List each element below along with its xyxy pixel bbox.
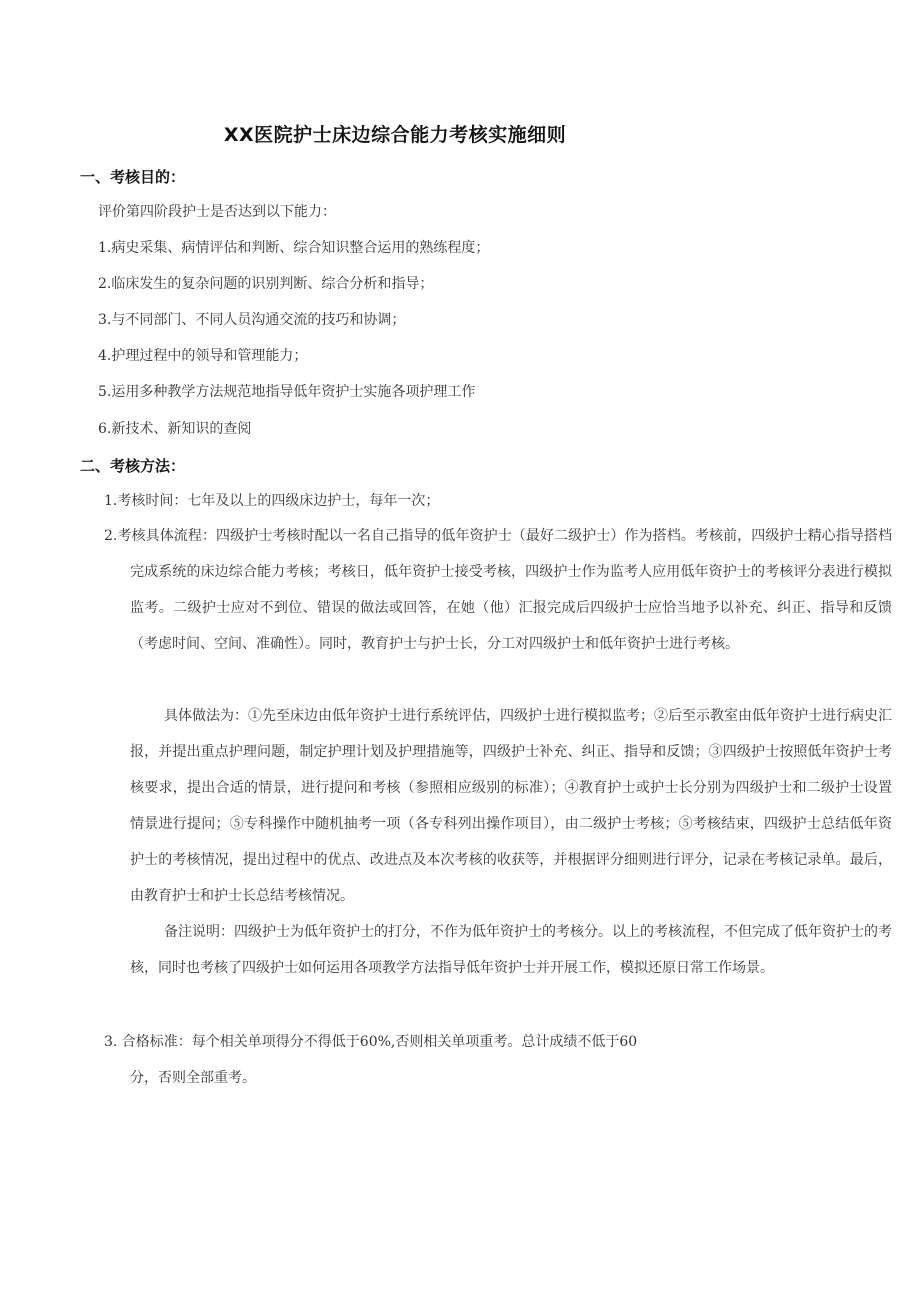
purpose-item-6: 6.新技术、新知识的查阅 [98, 421, 252, 437]
method-item-2-paragraph: 2.考核具体流程：四级护士考核时配以一名自己指导的低年资护士（最好二级护士）作为搭档。考核前，四级护士精心指导搭档完成系统的床边综合能力考核；考核日，低年资护士接受考核，四级护士作为监考人应用低年资护士的考核评分表进行模拟监考。二级护士应对不到位、错误的做法或回答，在她（他）汇报完成后四级护士应恰当地予以补充、纠正、指导和反馈（考虑时间、空间、准确性）。同时，教育护士与护士长，分工对四级护士和低年资护士进行考核。 [104, 528, 892, 652]
purpose-item-5: 5.运用多种教学方法规范地指导低年资护士实施各项护理工作 [98, 384, 476, 400]
document-title: XX医院护士床边综合能力考核实施细则 [223, 124, 567, 146]
method-detail-paragraph: 具体做法为：①先至床边由低年资护士进行系统评估，四级护士进行模拟监考；②后至示教室由低年资护士进行病史汇报，并提出重点护理问题，制定护理计划及护理措施等，四级护士补充、纠正、指导和反馈；③四级护士按照低年资护士考核要求，提出合适的情景，进行提问和考核（参照相应级别的标准）；④教育护士或护士长分别为四级护士和二级护士设置情景进行提问；⑤专科操作中随机抽考一项（各专科列出操作项目），由二级护士考核；⑤考核结束，四级护士总结低年资护士的考核情况，提出过程中的优点、改进点及本次考核的收获等，并根据评分细则进行评分，记录在考核记录单。最后，由教育护士和护士长总结考核情况。 [130, 708, 892, 904]
remark-paragraph: 备注说明：四级护士为低年资护士的打分，不作为低年资护士的考核分。以上的考核流程，不但完成了低年资护士的考核，同时也考核了四级护士如何运用各项教学方法指导低年资护士并开展工作，模拟还原日常工作场景。 [130, 924, 892, 976]
purpose-item-4: 4.护理过程中的领导和管理能力； [98, 348, 308, 364]
method-item-1: 1.考核时间：七年及以上的四级床边护士，每年一次； [104, 493, 440, 509]
purpose-item-2: 2.临床发生的复杂问题的识别判断、综合分析和指导； [98, 276, 434, 292]
method-item-3-line2: 分，否则全部重考。 [130, 1070, 256, 1086]
section-heading-method: 二、考核方法： [80, 457, 186, 475]
method-item-3-line1: 3. 合格标准：每个相关单项得分不得低于60%,否则相关单项重考。总计成绩不低于60 [104, 1034, 638, 1050]
purpose-intro: 评价第四阶段护士是否达到以下能力： [98, 204, 336, 220]
purpose-item-1: 1.病史采集、病情评估和判断、综合知识整合运用的熟练程度； [98, 240, 490, 256]
section-heading-purpose: 一、考核目的： [80, 168, 186, 186]
purpose-item-3: 3.与不同部门、不同人员沟通交流的技巧和协调； [98, 312, 406, 328]
